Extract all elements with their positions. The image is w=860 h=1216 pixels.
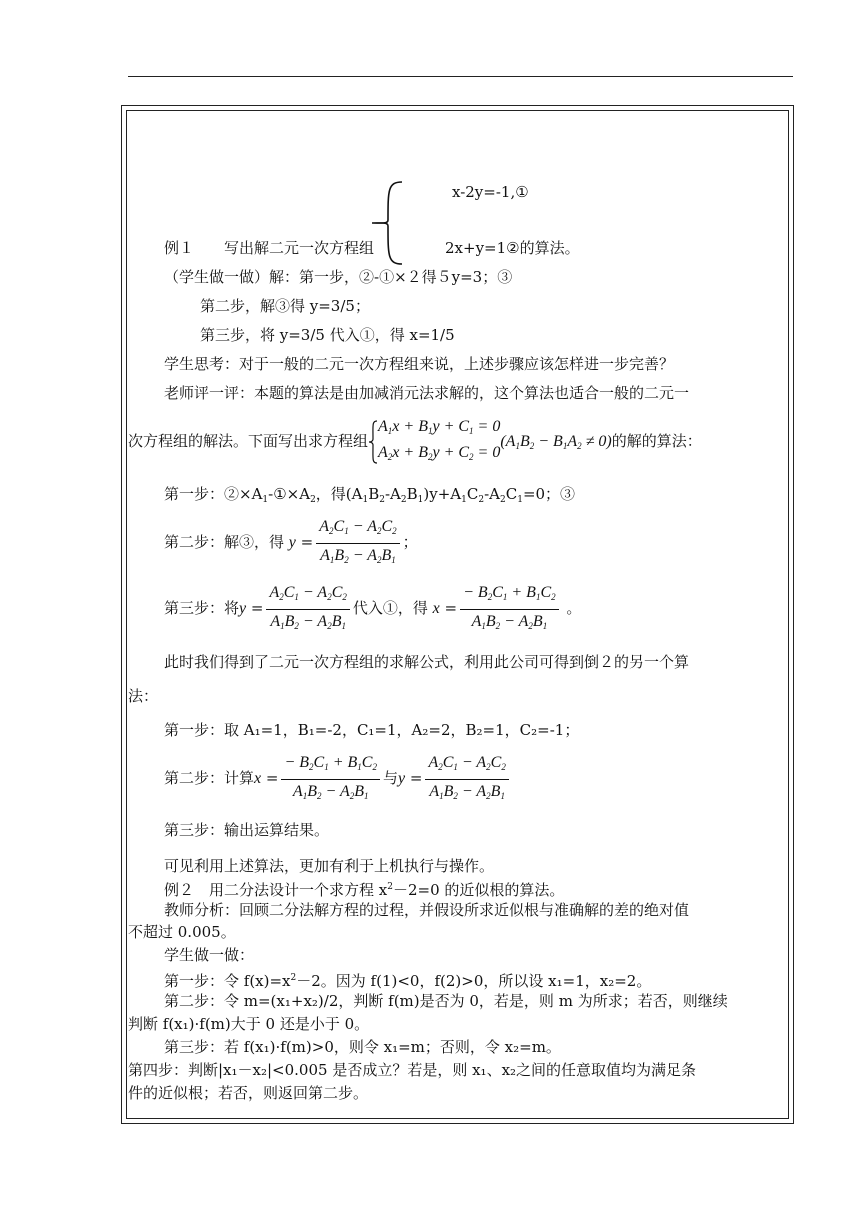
- general-system: [368, 416, 500, 468]
- ex2-step2-cont: 判断 f(x₁)·f(m)大于 0 还是小于 0。: [128, 1015, 370, 1033]
- gen-step1-c: ，得(A: [315, 485, 363, 503]
- general-eq2: $A_2x + B_2y + C_2 = 0$: [378, 444, 501, 462]
- ex1-eq1: x-2y=-1,①: [452, 183, 529, 201]
- ex2-step1: 第一步：令 $f(x)=x^2-2$。因为 f(1)<0，f(2)>0，所以设 x₁=1，x₂=2。: [164, 972, 652, 990]
- ex1-teacher: 老师评一评：本题的算法是由加减消元法求解的，这个算法也适合一般的二元一: [164, 384, 690, 402]
- var-y: y: [288, 534, 296, 551]
- gen-step3-label: 第三步：将: [164, 599, 240, 617]
- gen-step1-d: )y+A: [423, 485, 462, 503]
- ex2-step2: 第二步：令 m=(x₁+x₂)/2，判断 f(m)是否为 0，若是，则 m 为所求；若否，则继续: [164, 992, 728, 1010]
- ex2-title-b: －2=0 的近似根的算法。: [392, 881, 565, 899]
- gen-step1-a: 第一步：②×A: [164, 485, 263, 503]
- system-brace: [370, 180, 406, 266]
- gen-t3: 第三步：输出运算结果。: [164, 821, 330, 839]
- gen-step1-e: =0；③: [522, 485, 576, 503]
- general-system-brace: [368, 419, 378, 465]
- gen-t1: 第一步：取 A₁=1，B₁=-2，C₁=1，A₂=2，B₂=1，C₂=-1；: [164, 721, 580, 739]
- gen-t4: 可见利用上述算法，更加有利于上机执行与操作。: [164, 857, 495, 875]
- ex1-general-post: 的解的算法：: [611, 432, 702, 450]
- y-formula-3: $\frac{A_2C_1 - A_2C_2}{A_1B_2 - A_2B_1}$: [425, 754, 508, 805]
- gen-t2-mid: 与: [382, 769, 398, 787]
- ex2-step1-b: －2。因为 f(1)<0，f(2)>0，所以设 x₁=1，x₂=2。: [296, 972, 652, 990]
- y-formula-2: $\frac{A_2C_1 - A_2C_2}{A_1B_2 - A_2B_1}$: [266, 584, 349, 635]
- gen-step2-end: ；: [402, 533, 418, 551]
- ex2-analysis2: 不超过 0.005。: [128, 923, 236, 941]
- ex2-student: 学生做一做：: [164, 946, 255, 964]
- ex1-step2: 第二步，解③得 y=3/5；: [200, 297, 370, 315]
- ex2-analysis1: 教师分析：回顾二分法解方程的过程，并假设所求近似根与准确解的差的绝对值: [164, 901, 690, 919]
- ex1-think: 学生思考：对于一般的二元一次方程组来说，上述步骤应该怎样进一步完善？: [164, 355, 675, 373]
- ex2-step4: 第四步：判断|x₁－x₂|<0.005 是否成立？若是，则 x₁、x₂之间的任意取值均为满足条: [128, 1061, 697, 1079]
- x-formula: $\frac{- B_2C_1 + B_1C_2}{A_1B_2 - A_2B_1}$: [460, 584, 559, 635]
- gen-step1: 第一步：$②\times A_1-①\times A_2$，得$(A_1B_2-A_2B_1)y+A_1C_2-A_2C_1=0$；③: [164, 485, 576, 505]
- gen-step3: 第三步：将y = $\frac{A_2C_1 - A_2C_2}{A_1B_2 - A_2B_1}$ 代入①，得 x = $\frac{- B_2C_1 + B_1C_2}{A_1B_2 - A_2B_1}$ 。: [164, 582, 581, 635]
- x-formula-2: $\frac{- B_2C_1 + B_1C_2}{A_1B_2 - A_2B_1}$: [281, 754, 380, 805]
- gen-step2: 第二步：解③，得 y = $\frac{A_2C_1 - A_2C_2}{A_1B_2 - A_2B_1}$ ；: [164, 516, 418, 569]
- ex1-title-right: 2x+y=1②的算法。: [445, 239, 580, 257]
- ex2-step3: 第三步：若 f(x₁)·f(m)>0，则令 x₁=m；否则，令 x₂=m。: [164, 1038, 561, 1056]
- y-formula: $\frac{A_2C_1 - A_2C_2}{A_1B_2 - A_2B_1}$: [316, 518, 399, 569]
- ex2-title: 例２ 用二分法设计一个求方程 $x^2-2=0$ 的近似根的算法。: [164, 881, 565, 899]
- ex2-step4-cont: 件的近似根；若否，则返回第二步。: [128, 1084, 369, 1102]
- gen-para2: 法：: [128, 687, 159, 705]
- ex1-general-system-line: [128, 416, 702, 469]
- gen-t2: 第二步：计算x = $\frac{- B_2C_1 + B_1C_2}{A_1B_2 - A_2B_1}$ 与y = $\frac{A_2C_1 - A_2C_2}{A_1B_2 - A_2B_1}$: [164, 752, 512, 805]
- gen-step1-b: -①×A: [268, 485, 311, 503]
- gen-step2-label: 第二步：解③，得: [164, 533, 285, 551]
- general-eq1: $A_1x + B_1y + C_1 = 0$: [378, 418, 501, 436]
- gen-step3-mid: 代入①，得: [352, 599, 428, 617]
- ex1-step1: （学生做一做）解：第一步，②-①×２得５y=3；③: [164, 268, 513, 286]
- ex2-step1-a: 第一步：令 f(x)=x: [164, 972, 291, 990]
- header-rule: [128, 76, 793, 77]
- ex1-title-left: 例１ 写出解二元一次方程组: [164, 239, 375, 257]
- ex1-general-pre: 次方程组的解法。下面写出求方程组: [128, 432, 369, 450]
- gen-step3-end: 。: [566, 599, 582, 617]
- ex2-title-a: 例２ 用二分法设计一个求方程 x: [164, 881, 388, 899]
- gen-t2-label: 第二步：计算: [164, 769, 255, 787]
- general-condition: $(A_1B_2 - B_1A_2 \ne 0)$: [500, 433, 612, 451]
- gen-para1: 此时我们得到了二元一次方程组的求解公式，利用此公司可得到倒２的另一个算: [164, 653, 690, 671]
- ex1-step3: 第三步，将 y=3/5 代入①，得 x=1/5: [200, 326, 455, 344]
